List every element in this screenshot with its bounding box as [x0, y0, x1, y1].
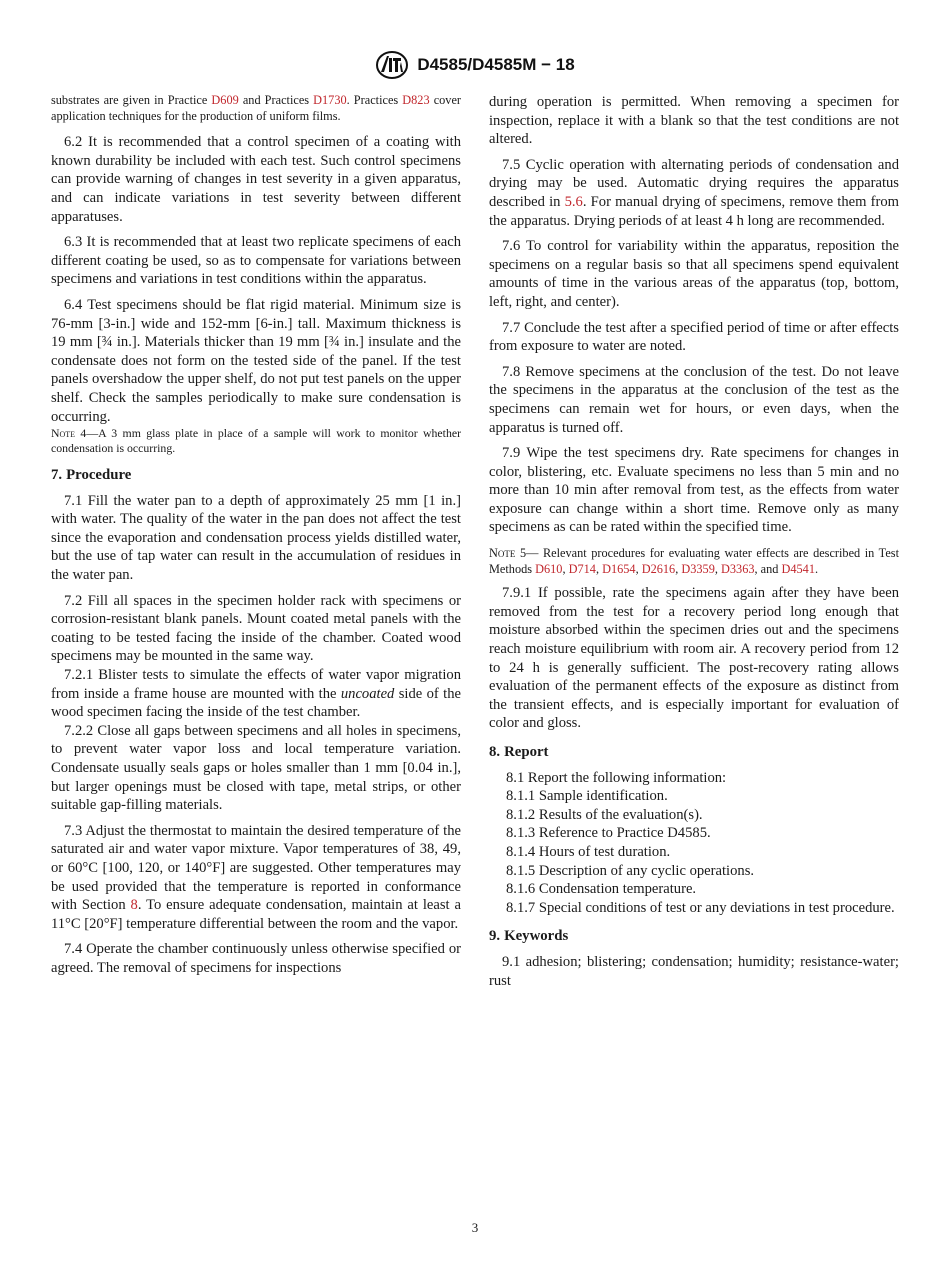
- paragraph-6-1-continuation: substrates are given in Practice D609 and Practices D1730. Practices D823 cover application techniques for the production of uniform films.: [51, 93, 462, 123]
- section-7-heading: 7. Procedure: [51, 467, 132, 484]
- ref-section-8-link[interactable]: 8: [130, 897, 138, 914]
- paragraph-6-4: 6.4 Test specimens should be flat rigid material. Minimum size is 76-mm [3-in.] wide and 152-mm [6-in.] tall. Maximum thickness is 19 mm [¾ in.]. Materials thicker than 19 mm [¾ in.] insulate and the condensate does not form on the tested side of the panel. If the test panels overshadow the upper shelf, do not put test panels on the upper shelf. Check the samples periodically to make sure condensation is occurring.: [51, 296, 461, 425]
- paragraph-7-2: 7.2 Fill all spaces in the specimen holder rack with specimens or corrosion-resistant blank panels. Mount coated metal panels with the coating to be tested facing the inside of the chamber. Coated wood specimens may be mounted in the same way.: [51, 592, 461, 665]
- ref-d4541-link[interactable]: D4541: [781, 561, 815, 576]
- paragraph-7-8: 7.8 Remove specimens at the conclusion of the test. Do not leave the specimens in the apparatus at the conclusion of the test as the specimens can remain wet for hours, or even days, when the apparatus is turned off.: [489, 363, 899, 436]
- report-item: 8.1.3 Reference to Practice D4585.: [506, 825, 711, 842]
- paragraph-7-6: 7.6 To control for variability within the apparatus, reposition the specimens on a regular basis so that all specimens spend equivalent amounts of time in the various areas of the apparatus (top, bottom, left, right, and center).: [489, 238, 899, 310]
- document-designation: D4585/D4585M − 18: [417, 55, 575, 74]
- paragraph-6-2: 6.2 It is recommended that a control specimen of a coating with known durability be included with each test. Such control specimens can provide warning of changes in test severity in a given apparatus, and can indicate variations in test severity between different apparatuses.: [51, 134, 461, 225]
- ref-d714-link[interactable]: D714: [568, 561, 596, 576]
- ref-d1730-link[interactable]: D1730: [313, 93, 347, 107]
- left-column: [51, 93, 461, 985]
- paragraph-7-9-1: 7.9.1 If possible, rate the specimens again after they have been removed from the test for a recovery period long enough that moisture absorbed within the specimen dries out and the specimens reach moisture equilibrium with room air. A recovery period from 12 to 24 h is generally sufficient. The post-recovery rating allows evaluation of the permanent effects of the exposure as distinct from the transient effects, and is especially important for evaluation of color and gloss.: [489, 585, 899, 732]
- ref-d823-link[interactable]: D823: [402, 93, 430, 107]
- page-header: [0, 50, 950, 84]
- paragraph-9-1: 9.1 adhesion; blistering; condensation; humidity; resistance-water; rust: [489, 953, 899, 989]
- report-item: 8.1.4 Hours of test duration.: [506, 843, 671, 860]
- report-item: 8.1.1 Sample identification.: [506, 788, 668, 805]
- report-item: 8.1.2 Results of the evaluation(s).: [506, 806, 703, 823]
- paragraph-7-7: 7.7 Conclude the test after a specified period of time or after effects from exposure to water are noted.: [489, 319, 899, 355]
- astm-logo-icon: [375, 50, 409, 80]
- paragraph-7-2-1: 7.2.1 Blister tests to simulate the effects of water vapor migration from inside a frame house are mounted with the uncoated side of the wood specimen facing the inside of the test chamber.: [51, 667, 461, 721]
- section-8-heading: 8. Report: [489, 744, 549, 760]
- report-item: 8.1.5 Description of any cyclic operations.: [506, 862, 755, 879]
- paragraph-7-4-continuation: during operation is permitted. When removing a specimen for inspection, replace it with a blank so that the test conditions are not altered.: [489, 94, 899, 148]
- ref-d2616-link[interactable]: D2616: [641, 561, 676, 576]
- paragraph-6-3: 6.3 It is recommended that at least two replicate specimens of each different coating be used, so as to compensate for variations between specimens and variations in test conditions within the apparatus.: [51, 234, 461, 288]
- ref-d610-link[interactable]: D610: [535, 561, 563, 576]
- paragraph-7-5: 7.5 Cyclic operation with alternating periods of condensation and drying may be used. Automatic drying requires the apparatus described in 5.6. For manual drying of specimens, remove them from the apparatus. Drying periods of at least 4 h long are recommended.: [489, 156, 899, 229]
- note-4: Note 4—A 3 mm glass plate in place of a sample will work to monitor whether condensation is occurring.: [51, 426, 462, 456]
- paragraph-7-3: 7.3 Adjust the thermostat to maintain the desired temperature of the saturated air and water vapor mixture. Vapor temperatures of 38, 49, or 60°C [100, 120, or 140°F] are suggested. Other temperatures may be used provided that the temperature is reported in conformance with Section 8. To ensure adequate condensation, maintain at least a 11°C [20°F] temperature differential between the room and the vapor.: [51, 822, 461, 932]
- note-5: Note 5— Relevant procedures for evaluating water effects are described in Test Methods D610, D714, D1654, D2616, D3359, D3363, and D4541.: [489, 546, 899, 576]
- right-column: [489, 93, 899, 997]
- report-item-8-1-7: 8.1.7 Special conditions of test or any deviations in test procedure.: [506, 899, 895, 916]
- paragraph-7-4: 7.4 Operate the chamber continuously unless otherwise specified or agreed. The removal of specimens for inspections: [51, 941, 461, 976]
- report-item: 8.1.6 Condensation temperature.: [506, 881, 697, 898]
- ref-5-6-link[interactable]: 5.6: [564, 193, 583, 210]
- ref-d3359-link[interactable]: D3359: [681, 561, 715, 576]
- paragraph-7-9: 7.9 Wipe the test specimens dry. Rate specimens for changes in color, blistering, etc. Evaluate specimens no less than 5 min and no more than 10 min after removal from test, as the effects from water exposure can change within a short time. Remove only as many specimens as can be rated within the specified time.: [489, 445, 899, 536]
- ref-d1654-link[interactable]: D1654: [602, 561, 636, 576]
- ref-d3363-link[interactable]: D3363: [721, 561, 755, 576]
- paragraph-7-2-2: 7.2.2 Close all gaps between specimens and all holes in specimens, to prevent water vapor loss and local temperature variation. Condensate usually seals gaps or holes smaller than 1 mm [0.04 in.], but larger openings must be closed with tape, metal strips, or other suitable gap-filling materials.: [51, 722, 461, 814]
- report-item: 8.1 Report the following information:: [506, 769, 727, 786]
- page-number: 3: [471, 1220, 479, 1235]
- ref-d609-link[interactable]: D609: [211, 93, 239, 107]
- paragraph-7-1: 7.1 Fill the water pan to a depth of approximately 25 mm [1 in.] with water. The quality of the water in the pan does not affect the test since the evaporation and condensation process yields distilled water, but the use of tap water can result in the accumulation of residues in the water pan.: [51, 492, 461, 584]
- section-9-heading: 9. Keywords: [489, 928, 569, 945]
